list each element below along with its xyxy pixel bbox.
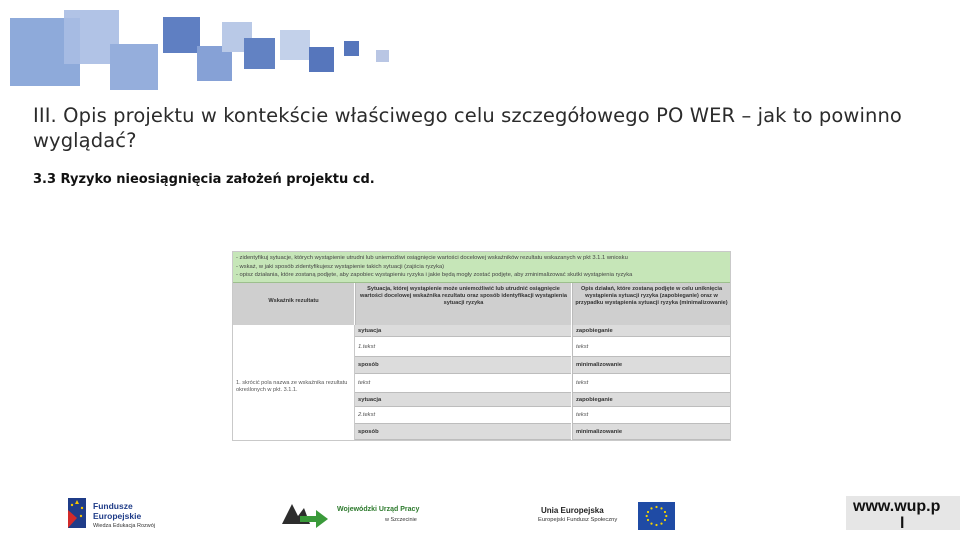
fe-line3: Wiedza Edukacja Rozwój xyxy=(93,523,156,529)
logo-unia-europejska xyxy=(538,500,678,532)
fe-emblem-icon xyxy=(66,496,88,530)
table-cell-action: tekst xyxy=(572,407,730,424)
table-cell-situation: 2.tekst xyxy=(355,407,571,424)
eu-flag-icon xyxy=(638,502,675,530)
logo-fundusze-europejskie xyxy=(66,494,176,534)
table-cell-action: zapobieganie xyxy=(572,393,730,407)
fe-line2: Europejskie xyxy=(93,511,142,521)
wup-line1: Wojewódzki Urząd Pracy xyxy=(337,506,420,513)
website-url[interactable]: www.wup.p xyxy=(853,498,941,515)
table-cell-action: tekst xyxy=(572,374,730,393)
wup-line2: w Szczecinie xyxy=(385,517,417,523)
logo-wup-szczecin xyxy=(280,498,430,530)
square-11 xyxy=(376,50,389,62)
table-cell-action: minimalizowanie xyxy=(572,424,730,440)
indicator-text: 1. skrócić pola nazwa ze wskaźnika rezultatu określonych w pkt. 3.1.1. xyxy=(236,380,348,393)
square-8 xyxy=(280,30,310,60)
square-10 xyxy=(344,41,359,56)
website-url-box[interactable] xyxy=(846,496,960,530)
risk-table xyxy=(232,251,731,441)
col-header-indicator: Wskaźnik rezultatu xyxy=(233,283,354,325)
square-3 xyxy=(110,44,158,90)
slide-title: III. Opis projektu w kontekście właściwego celu szczegółowego PO WER – jak to powinno wyglądać? xyxy=(33,104,902,152)
ue-line2: Europejski Fundusz Społeczny xyxy=(538,517,618,523)
table-cell-action: minimalizowanie xyxy=(572,357,730,374)
instructions-band xyxy=(233,252,730,283)
table-cell-situation: sposób xyxy=(355,357,571,374)
table-cell-situation: sposób xyxy=(355,424,571,440)
table-cell-action: tekst xyxy=(572,337,730,357)
table-cell-situation: 1.tekst xyxy=(355,337,571,357)
col-header-actions: Opis działań, które zostaną podjęte w celu uniknięcia wystąpienia sytuacji ryzyka (zapobieganie) oraz w przypadku wystąpienia sytuacji ryzyka (minimalizowanie) xyxy=(572,283,730,325)
ue-line1: Unia Europejska xyxy=(541,506,604,515)
square-9 xyxy=(309,47,334,72)
fe-line1: Fundusze xyxy=(93,501,133,511)
wup-emblem-icon xyxy=(280,498,332,528)
square-4 xyxy=(163,17,200,53)
instruction-line-1: - zidentyfikuj sytuacje, których wystąpienie utrudni lub uniemożliwi osiągnięcie wartości docelowej wskaźników rezultatu wskazanych w pkt 3.1.1 wniosku xyxy=(236,255,628,261)
square-7 xyxy=(244,38,275,69)
slide-subtitle: 3.3 Ryzyko nieosiągnięcia założeń projektu cd. xyxy=(33,172,375,187)
table-cell-situation: sytuacja xyxy=(355,325,571,337)
col-header-situation: Sytuacja, której wystąpienie może uniemożliwić lub utrudnić osiągnięcie wartości docelowej wskaźnika rezultatu oraz sposób identyfikacji wystąpienia sytuacji ryzyka xyxy=(355,283,571,325)
table-cell-situation: sytuacja xyxy=(355,393,571,407)
indicator-cell xyxy=(233,325,355,440)
website-url-continuation[interactable]: l xyxy=(900,515,905,532)
table-cell-action: zapobieganie xyxy=(572,325,730,337)
instruction-line-2: - wskaż, w jaki sposób zidentyfikujesz wystąpienie takich sytuacji (zajścia ryzyka) xyxy=(236,263,445,270)
table-cell-situation: tekst xyxy=(355,374,571,393)
instruction-line-3: - opisz działania, które zostaną podjęte, aby zapobiec wystąpieniu ryzyka i jakie będą mogły zostać podjęte, aby zminimalizować skutki wystąpienia ryzyka xyxy=(236,272,633,278)
